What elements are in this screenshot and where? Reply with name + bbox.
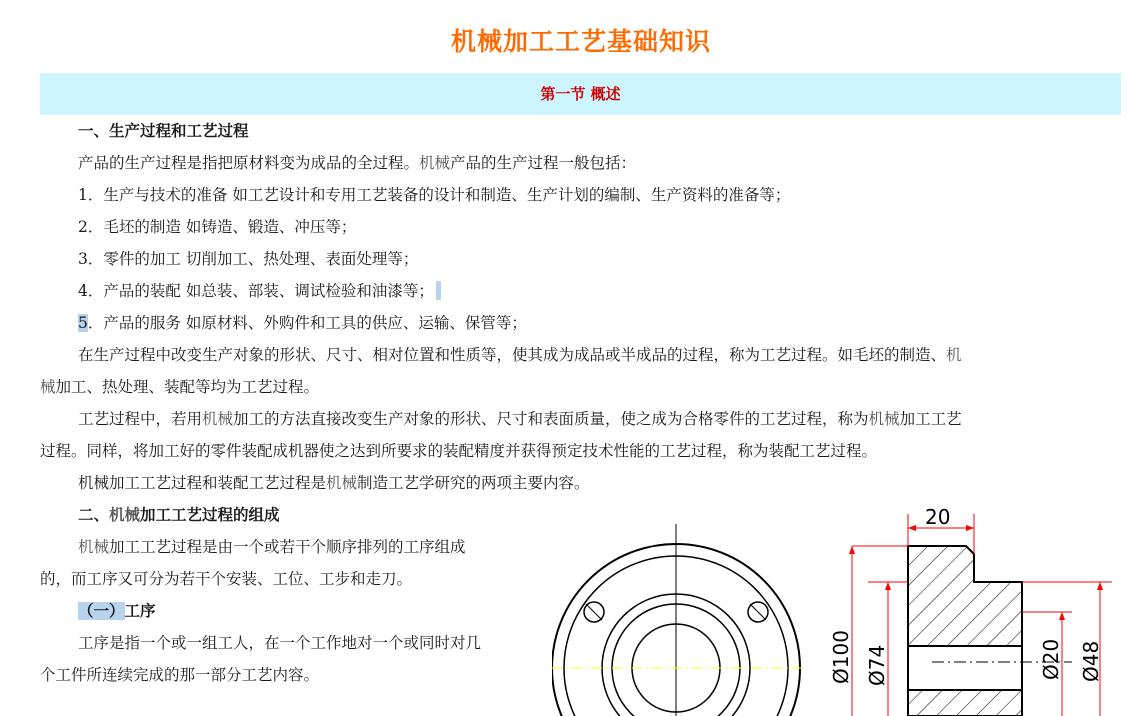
section-view bbox=[908, 546, 1072, 716]
paragraph-line: 过程。同样，将加工好的零件装配成机器使之达到所要求的装配精度并获得预定技术性能的工艺过程，称为装配工艺过程。 bbox=[40, 442, 878, 460]
dim-100-label: Ø100 bbox=[829, 630, 853, 684]
list-number: 4 bbox=[78, 282, 88, 300]
heading-operation bbox=[78, 601, 156, 621]
heading-process-composition bbox=[78, 505, 280, 525]
link-jixie[interactable]: 机械 bbox=[109, 506, 141, 524]
list-dot: ． bbox=[87, 218, 104, 236]
paragraph-line: 的，而工序又可分为若干个安装、工位、工步和走刀。 bbox=[40, 570, 413, 588]
front-view bbox=[552, 524, 802, 716]
paragraph-text: 加工工艺 bbox=[899, 410, 962, 428]
paragraph-text: 加工的方法直接改变生产对象的形状、尺寸和表面质量，使之成为合格零件的工艺过程，称为 bbox=[233, 410, 869, 428]
link-jixie[interactable]: 械 bbox=[40, 378, 56, 396]
paragraph-line: 工序是指一个或一组工人，在一个工作地对一个或同时对几 bbox=[78, 634, 482, 652]
list-dot: ． bbox=[87, 282, 104, 300]
heading-text: 工序 bbox=[124, 602, 156, 620]
list-item bbox=[78, 281, 441, 301]
list-text: 毛坯的制造 如铸造、锻造、冲压等； bbox=[103, 218, 357, 236]
paragraph-text: 加工、热处理、装配等均为工艺过程。 bbox=[55, 378, 320, 396]
paragraph-line: 个工件所连续完成的那一部分工艺内容。 bbox=[40, 666, 320, 684]
section-banner: 第一节 概述 bbox=[40, 73, 1121, 115]
link-jixie[interactable]: 机械 bbox=[419, 154, 451, 172]
paragraph-line bbox=[40, 377, 319, 397]
paragraph-line bbox=[78, 537, 466, 557]
paragraph-text: 制造工艺学研究的两项主要内容。 bbox=[357, 474, 590, 492]
list-number: 2 bbox=[78, 218, 88, 236]
list-item bbox=[78, 217, 356, 237]
paragraph-text: 工艺过程中，若用 bbox=[78, 410, 203, 428]
engineering-drawing bbox=[552, 506, 1132, 716]
list-number: 1 bbox=[78, 186, 88, 204]
paragraph-line bbox=[78, 473, 590, 493]
list-dot: ． bbox=[87, 186, 104, 204]
list-dot: ． bbox=[87, 314, 104, 332]
link-jixie[interactable]: 机械 bbox=[78, 538, 110, 556]
dim-48-label: Ø48 bbox=[1079, 640, 1103, 682]
link-jixie[interactable]: 机 bbox=[946, 346, 962, 364]
list-item bbox=[78, 313, 527, 333]
list-number: 3 bbox=[78, 250, 88, 268]
paragraph-line bbox=[78, 345, 962, 365]
heading-production-process: 一、生产过程和工艺过程 bbox=[78, 122, 249, 140]
list-dot: ． bbox=[87, 250, 104, 268]
list-text: 产品的服务 如原材料、外购件和工具的供应、运输、保管等； bbox=[103, 314, 527, 332]
list-number-selected[interactable]: 5 bbox=[78, 314, 88, 332]
paragraph-text: 机械加工工艺过程和装配工艺过程是 bbox=[78, 474, 327, 492]
list-text: 生产与技术的准备 如工艺设计和专用工艺装备的设计和制造、生产计划的编制、生产资料的准备等； bbox=[103, 186, 791, 204]
selection-highlight bbox=[436, 281, 441, 300]
heading-text: 加工工艺过程的组成 bbox=[140, 506, 280, 524]
paragraph-text: 加工工艺过程是由一个或若干个顺序排列的工序组成 bbox=[109, 538, 466, 556]
list-item bbox=[78, 185, 790, 205]
dim-74-label: Ø74 bbox=[865, 644, 889, 686]
dim-20-dia-label: Ø20 bbox=[1039, 638, 1063, 680]
dim-20-label: 20 bbox=[925, 506, 951, 529]
paragraph-text: 在生产过程中改变生产对象的形状、尺寸、相对位置和性质等，使其成为成品或半成品的过程，称为工艺过程。如毛坯的制造、 bbox=[78, 346, 947, 364]
link-jixie[interactable]: 机械 bbox=[326, 474, 358, 492]
intro-paragraph bbox=[78, 153, 636, 173]
link-jixie[interactable]: 机械 bbox=[868, 410, 900, 428]
intro-text: 产品的生产过程是指把原材料变为成品的全过程。 bbox=[78, 154, 420, 172]
link-jixie[interactable]: 机械 bbox=[202, 410, 234, 428]
list-text: 产品的装配 如总装、部装、调试检验和油漆等； bbox=[103, 282, 434, 300]
list-item bbox=[78, 249, 418, 269]
heading-text: 二、 bbox=[78, 506, 110, 524]
paragraph-line bbox=[78, 409, 962, 429]
heading-selected-text[interactable]: （一） bbox=[78, 602, 125, 620]
intro-text-end: 产品的生产过程一般包括： bbox=[450, 154, 637, 172]
page-title: 机械加工工艺基础知识 bbox=[450, 27, 711, 56]
list-text: 零件的加工 切削加工、热处理、表面处理等； bbox=[103, 250, 419, 268]
